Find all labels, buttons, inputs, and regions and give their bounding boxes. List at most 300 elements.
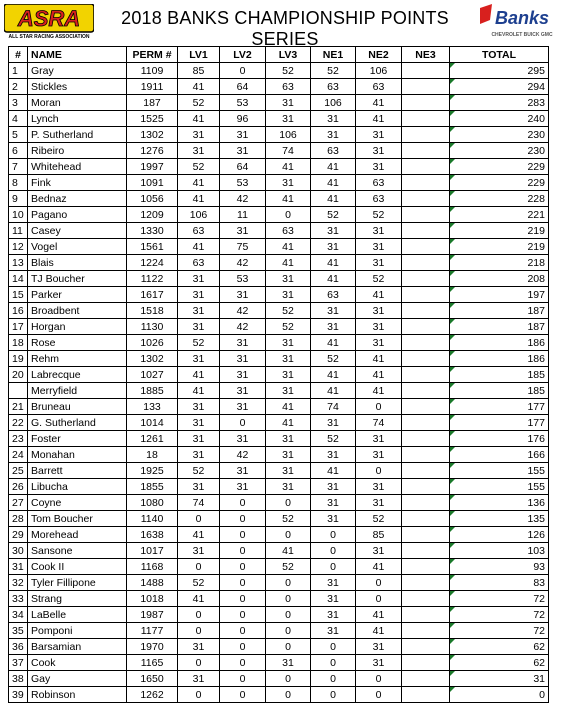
cell-lv1: 31 xyxy=(178,351,220,367)
cell-name: Pomponi xyxy=(28,623,127,639)
cell-perm: 1987 xyxy=(127,607,178,623)
banks-logo-mark xyxy=(480,4,492,24)
cell-name: Labrecque xyxy=(28,367,127,383)
cell-ne3 xyxy=(402,463,450,479)
cell-pos: 20 xyxy=(9,367,28,383)
cell-total: 187 xyxy=(450,303,549,319)
cell-total: 186 xyxy=(450,351,549,367)
cell-lv2: 0 xyxy=(220,687,266,703)
cell-ne1: 0 xyxy=(311,671,356,687)
cell-lv3: 31 xyxy=(266,175,311,191)
cell-lv2: 42 xyxy=(220,447,266,463)
cell-ne1: 31 xyxy=(311,575,356,591)
cell-lv2: 0 xyxy=(220,527,266,543)
cell-ne3 xyxy=(402,271,450,287)
table-row xyxy=(9,431,549,447)
cell-ne1: 31 xyxy=(311,623,356,639)
cell-pos: 35 xyxy=(9,623,28,639)
cell-total: 283 xyxy=(450,95,549,111)
cell-ne1: 74 xyxy=(311,399,356,415)
cell-ne1: 31 xyxy=(311,239,356,255)
cell-name: Vogel xyxy=(28,239,127,255)
cell-pos: 5 xyxy=(9,127,28,143)
cell-lv2: 31 xyxy=(220,383,266,399)
cell-lv1: 31 xyxy=(178,447,220,463)
cell-total: 72 xyxy=(450,623,549,639)
cell-ne1: 0 xyxy=(311,639,356,655)
cell-lv3: 52 xyxy=(266,559,311,575)
cell-perm: 1525 xyxy=(127,111,178,127)
cell-lv1: 31 xyxy=(178,479,220,495)
cell-lv3: 0 xyxy=(266,671,311,687)
cell-perm: 1262 xyxy=(127,687,178,703)
cell-perm: 1165 xyxy=(127,655,178,671)
cell-ne1: 41 xyxy=(311,463,356,479)
cell-name: Gray xyxy=(28,63,127,79)
cell-lv1: 0 xyxy=(178,559,220,575)
cell-lv2: 11 xyxy=(220,207,266,223)
cell-total: 185 xyxy=(450,383,549,399)
table-row xyxy=(9,383,549,399)
cell-pos: 21 xyxy=(9,399,28,415)
cell-ne1: 52 xyxy=(311,351,356,367)
cell-lv3: 31 xyxy=(266,95,311,111)
cell-lv2: 0 xyxy=(220,639,266,655)
cell-lv3: 31 xyxy=(266,367,311,383)
cell-total: 228 xyxy=(450,191,549,207)
cell-pos: 8 xyxy=(9,175,28,191)
cell-name: Ribeiro xyxy=(28,143,127,159)
cell-pos: 1 xyxy=(9,63,28,79)
cell-lv2: 53 xyxy=(220,95,266,111)
cell-pos: 13 xyxy=(9,255,28,271)
cell-perm: 1122 xyxy=(127,271,178,287)
cell-lv1: 31 xyxy=(178,287,220,303)
table-row xyxy=(9,559,549,575)
table-row xyxy=(9,335,549,351)
cell-ne3 xyxy=(402,687,450,703)
cell-name: Barrett xyxy=(28,463,127,479)
cell-total: 185 xyxy=(450,367,549,383)
table-row xyxy=(9,287,549,303)
cell-lv1: 52 xyxy=(178,95,220,111)
cell-ne3 xyxy=(402,607,450,623)
cell-ne2: 85 xyxy=(356,527,402,543)
table-row xyxy=(9,511,549,527)
cell-lv1: 41 xyxy=(178,111,220,127)
cell-lv1: 41 xyxy=(178,79,220,95)
cell-perm: 1080 xyxy=(127,495,178,511)
table-row xyxy=(9,607,549,623)
table-row xyxy=(9,623,549,639)
cell-lv1: 63 xyxy=(178,255,220,271)
cell-lv3: 52 xyxy=(266,303,311,319)
cell-pos: 7 xyxy=(9,159,28,175)
cell-lv3: 0 xyxy=(266,687,311,703)
cell-ne3 xyxy=(402,239,450,255)
cell-lv1: 0 xyxy=(178,655,220,671)
cell-ne3 xyxy=(402,79,450,95)
cell-pos: 18 xyxy=(9,335,28,351)
cell-total: 72 xyxy=(450,591,549,607)
cell-total: 166 xyxy=(450,447,549,463)
cell-ne1: 0 xyxy=(311,527,356,543)
table-row xyxy=(9,671,549,687)
cell-pos: 23 xyxy=(9,431,28,447)
cell-lv3: 31 xyxy=(266,111,311,127)
cell-pos: 12 xyxy=(9,239,28,255)
table-row xyxy=(9,127,549,143)
cell-ne1: 0 xyxy=(311,543,356,559)
cell-lv3: 41 xyxy=(266,255,311,271)
cell-ne1: 52 xyxy=(311,207,356,223)
cell-lv1: 63 xyxy=(178,223,220,239)
cell-lv1: 31 xyxy=(178,399,220,415)
cell-lv3: 41 xyxy=(266,543,311,559)
cell-ne1: 0 xyxy=(311,687,356,703)
cell-ne1: 31 xyxy=(311,511,356,527)
cell-lv3: 41 xyxy=(266,399,311,415)
cell-perm: 1261 xyxy=(127,431,178,447)
cell-ne1: 31 xyxy=(311,415,356,431)
cell-name: Coyne xyxy=(28,495,127,511)
cell-pos: 25 xyxy=(9,463,28,479)
cell-ne2: 52 xyxy=(356,271,402,287)
cell-pos: 29 xyxy=(9,527,28,543)
cell-total: 176 xyxy=(450,431,549,447)
cell-lv3: 0 xyxy=(266,575,311,591)
cell-pos: 33 xyxy=(9,591,28,607)
cell-lv1: 0 xyxy=(178,687,220,703)
cell-total: 62 xyxy=(450,655,549,671)
cell-perm: 1925 xyxy=(127,463,178,479)
cell-lv2: 0 xyxy=(220,495,266,511)
cell-ne2: 0 xyxy=(356,463,402,479)
cell-name: Foster xyxy=(28,431,127,447)
cell-lv2: 0 xyxy=(220,559,266,575)
cell-lv3: 0 xyxy=(266,607,311,623)
cell-pos: 32 xyxy=(9,575,28,591)
cell-lv1: 31 xyxy=(178,671,220,687)
cell-ne2: 41 xyxy=(356,111,402,127)
cell-lv2: 64 xyxy=(220,159,266,175)
column-header-ne3: NE3 xyxy=(402,47,450,63)
cell-lv2: 31 xyxy=(220,367,266,383)
cell-ne1: 31 xyxy=(311,447,356,463)
cell-lv2: 31 xyxy=(220,287,266,303)
cell-lv3: 31 xyxy=(266,431,311,447)
cell-ne2: 41 xyxy=(356,351,402,367)
cell-ne2: 0 xyxy=(356,575,402,591)
cell-pos: 37 xyxy=(9,655,28,671)
cell-perm: 1056 xyxy=(127,191,178,207)
cell-perm: 1224 xyxy=(127,255,178,271)
cell-total: 177 xyxy=(450,399,549,415)
cell-name: Blais xyxy=(28,255,127,271)
cell-lv3: 31 xyxy=(266,447,311,463)
cell-ne3 xyxy=(402,639,450,655)
cell-lv1: 31 xyxy=(178,543,220,559)
cell-lv3: 63 xyxy=(266,79,311,95)
cell-ne2: 31 xyxy=(356,479,402,495)
cell-ne1: 31 xyxy=(311,479,356,495)
cell-ne1: 31 xyxy=(311,223,356,239)
cell-ne1: 0 xyxy=(311,559,356,575)
column-header-lv3: LV3 xyxy=(266,47,311,63)
table-row xyxy=(9,527,549,543)
cell-lv2: 0 xyxy=(220,607,266,623)
table-row xyxy=(9,639,549,655)
cell-perm: 1970 xyxy=(127,639,178,655)
cell-name: Broadbent xyxy=(28,303,127,319)
cell-lv1: 0 xyxy=(178,511,220,527)
cell-ne3 xyxy=(402,447,450,463)
cell-total: 295 xyxy=(450,63,549,79)
cell-ne1: 63 xyxy=(311,287,356,303)
cell-name: Tyler Fillipone xyxy=(28,575,127,591)
cell-ne1: 41 xyxy=(311,255,356,271)
cell-perm: 1302 xyxy=(127,351,178,367)
cell-ne2: 31 xyxy=(356,495,402,511)
cell-lv1: 41 xyxy=(178,383,220,399)
cell-ne2: 0 xyxy=(356,591,402,607)
cell-ne3 xyxy=(402,399,450,415)
cell-perm: 1018 xyxy=(127,591,178,607)
cell-ne2: 74 xyxy=(356,415,402,431)
cell-perm: 1650 xyxy=(127,671,178,687)
cell-ne2: 31 xyxy=(356,431,402,447)
cell-ne3 xyxy=(402,159,450,175)
table-row xyxy=(9,543,549,559)
cell-perm: 1276 xyxy=(127,143,178,159)
cell-ne2: 63 xyxy=(356,191,402,207)
cell-total: 62 xyxy=(450,639,549,655)
cell-ne1: 31 xyxy=(311,127,356,143)
cell-pos: 34 xyxy=(9,607,28,623)
cell-name: Horgan xyxy=(28,319,127,335)
cell-ne1: 52 xyxy=(311,63,356,79)
cell-lv1: 41 xyxy=(178,239,220,255)
cell-name: Rehm xyxy=(28,351,127,367)
cell-lv1: 74 xyxy=(178,495,220,511)
cell-name: Barsamian xyxy=(28,639,127,655)
cell-lv2: 75 xyxy=(220,239,266,255)
cell-lv1: 41 xyxy=(178,367,220,383)
table-row xyxy=(9,399,549,415)
cell-lv3: 41 xyxy=(266,159,311,175)
cell-ne1: 63 xyxy=(311,143,356,159)
column-header-perm: PERM # xyxy=(127,47,178,63)
asra-logo-subtext: ALL STAR RACING ASSOCIATION xyxy=(8,34,90,40)
cell-total: 240 xyxy=(450,111,549,127)
table-row xyxy=(9,479,549,495)
cell-ne1: 41 xyxy=(311,159,356,175)
table-row xyxy=(9,191,549,207)
cell-ne2: 31 xyxy=(356,239,402,255)
cell-name: Pagano xyxy=(28,207,127,223)
cell-lv3: 52 xyxy=(266,511,311,527)
cell-name: Casey xyxy=(28,223,127,239)
cell-perm: 1885 xyxy=(127,383,178,399)
cell-total: 72 xyxy=(450,607,549,623)
cell-lv3: 41 xyxy=(266,191,311,207)
cell-perm: 133 xyxy=(127,399,178,415)
cell-total: 103 xyxy=(450,543,549,559)
cell-ne2: 31 xyxy=(356,335,402,351)
cell-ne3 xyxy=(402,671,450,687)
cell-lv2: 31 xyxy=(220,335,266,351)
cell-total: 93 xyxy=(450,559,549,575)
cell-name: Robinson xyxy=(28,687,127,703)
cell-lv2: 31 xyxy=(220,463,266,479)
table-row xyxy=(9,143,549,159)
column-header-ne1: NE1 xyxy=(311,47,356,63)
cell-pos: 11 xyxy=(9,223,28,239)
cell-lv1: 52 xyxy=(178,463,220,479)
asra-logo-text: ASRA xyxy=(17,6,81,31)
cell-pos: 31 xyxy=(9,559,28,575)
cell-perm: 18 xyxy=(127,447,178,463)
cell-ne1: 41 xyxy=(311,335,356,351)
cell-lv1: 31 xyxy=(178,319,220,335)
cell-ne2: 31 xyxy=(356,255,402,271)
column-header-pos: # xyxy=(9,47,28,63)
cell-ne3 xyxy=(402,479,450,495)
cell-pos: 3 xyxy=(9,95,28,111)
cell-pos: 9 xyxy=(9,191,28,207)
cell-total: 230 xyxy=(450,143,549,159)
table-row xyxy=(9,255,549,271)
cell-total: 230 xyxy=(450,127,549,143)
cell-ne1: 63 xyxy=(311,79,356,95)
cell-total: 229 xyxy=(450,159,549,175)
page-title: 2018 BANKS CHAMPIONSHIP POINTS SERIES xyxy=(121,8,449,49)
cell-perm: 1330 xyxy=(127,223,178,239)
cell-pos xyxy=(9,383,28,399)
cell-lv2: 96 xyxy=(220,111,266,127)
cell-name: Lynch xyxy=(28,111,127,127)
cell-lv1: 0 xyxy=(178,623,220,639)
column-header-total: TOTAL xyxy=(450,47,549,63)
cell-lv3: 31 xyxy=(266,351,311,367)
cell-ne2: 41 xyxy=(356,367,402,383)
cell-lv3: 31 xyxy=(266,335,311,351)
cell-lv3: 31 xyxy=(266,463,311,479)
cell-perm: 1168 xyxy=(127,559,178,575)
table-row xyxy=(9,271,549,287)
cell-ne1: 31 xyxy=(311,319,356,335)
cell-ne2: 41 xyxy=(356,383,402,399)
cell-pos: 22 xyxy=(9,415,28,431)
cell-ne2: 41 xyxy=(356,287,402,303)
page-header xyxy=(0,0,561,49)
cell-ne2: 31 xyxy=(356,143,402,159)
cell-name: G. Sutherland xyxy=(28,415,127,431)
table-row xyxy=(9,463,549,479)
cell-ne3 xyxy=(402,655,450,671)
cell-name: Strang xyxy=(28,591,127,607)
cell-lv3: 106 xyxy=(266,127,311,143)
cell-ne3 xyxy=(402,575,450,591)
cell-name: Tom Boucher xyxy=(28,511,127,527)
cell-ne3 xyxy=(402,287,450,303)
cell-lv3: 52 xyxy=(266,319,311,335)
cell-ne2: 0 xyxy=(356,671,402,687)
cell-perm: 1997 xyxy=(127,159,178,175)
cell-lv2: 0 xyxy=(220,543,266,559)
cell-lv2: 31 xyxy=(220,127,266,143)
cell-lv1: 31 xyxy=(178,143,220,159)
cell-ne1: 41 xyxy=(311,271,356,287)
cell-lv2: 0 xyxy=(220,63,266,79)
table-row xyxy=(9,159,549,175)
cell-ne3 xyxy=(402,111,450,127)
cell-ne3 xyxy=(402,143,450,159)
cell-ne2: 41 xyxy=(356,95,402,111)
cell-lv3: 52 xyxy=(266,63,311,79)
cell-perm: 1140 xyxy=(127,511,178,527)
cell-name: Rose xyxy=(28,335,127,351)
cell-ne2: 31 xyxy=(356,303,402,319)
cell-lv2: 0 xyxy=(220,575,266,591)
cell-lv2: 31 xyxy=(220,399,266,415)
cell-ne3 xyxy=(402,623,450,639)
cell-ne3 xyxy=(402,591,450,607)
cell-total: 177 xyxy=(450,415,549,431)
cell-ne3 xyxy=(402,223,450,239)
cell-lv3: 31 xyxy=(266,655,311,671)
cell-ne3 xyxy=(402,559,450,575)
cell-ne3 xyxy=(402,303,450,319)
cell-ne2: 63 xyxy=(356,175,402,191)
cell-pos: 30 xyxy=(9,543,28,559)
cell-ne1: 31 xyxy=(311,607,356,623)
cell-perm: 1027 xyxy=(127,367,178,383)
cell-lv1: 31 xyxy=(178,431,220,447)
cell-name: Bednaz xyxy=(28,191,127,207)
table-row xyxy=(9,303,549,319)
cell-total: 135 xyxy=(450,511,549,527)
cell-name: Parker xyxy=(28,287,127,303)
table-row xyxy=(9,351,549,367)
table-row xyxy=(9,175,549,191)
cell-total: 126 xyxy=(450,527,549,543)
column-header-lv1: LV1 xyxy=(178,47,220,63)
cell-total: 197 xyxy=(450,287,549,303)
cell-perm: 1017 xyxy=(127,543,178,559)
cell-ne3 xyxy=(402,175,450,191)
cell-perm: 1855 xyxy=(127,479,178,495)
cell-lv2: 53 xyxy=(220,271,266,287)
cell-lv3: 0 xyxy=(266,527,311,543)
cell-lv3: 0 xyxy=(266,495,311,511)
cell-ne3 xyxy=(402,527,450,543)
cell-ne3 xyxy=(402,415,450,431)
cell-name: Whitehead xyxy=(28,159,127,175)
cell-ne2: 31 xyxy=(356,223,402,239)
table-row xyxy=(9,95,549,111)
cell-lv1: 52 xyxy=(178,159,220,175)
cell-lv3: 0 xyxy=(266,207,311,223)
banks-logo-text: Banks xyxy=(494,8,550,28)
cell-perm: 187 xyxy=(127,95,178,111)
cell-ne2: 0 xyxy=(356,399,402,415)
cell-pos: 24 xyxy=(9,447,28,463)
cell-ne1: 31 xyxy=(311,591,356,607)
cell-ne1: 41 xyxy=(311,175,356,191)
cell-lv3: 0 xyxy=(266,639,311,655)
cell-ne3 xyxy=(402,63,450,79)
